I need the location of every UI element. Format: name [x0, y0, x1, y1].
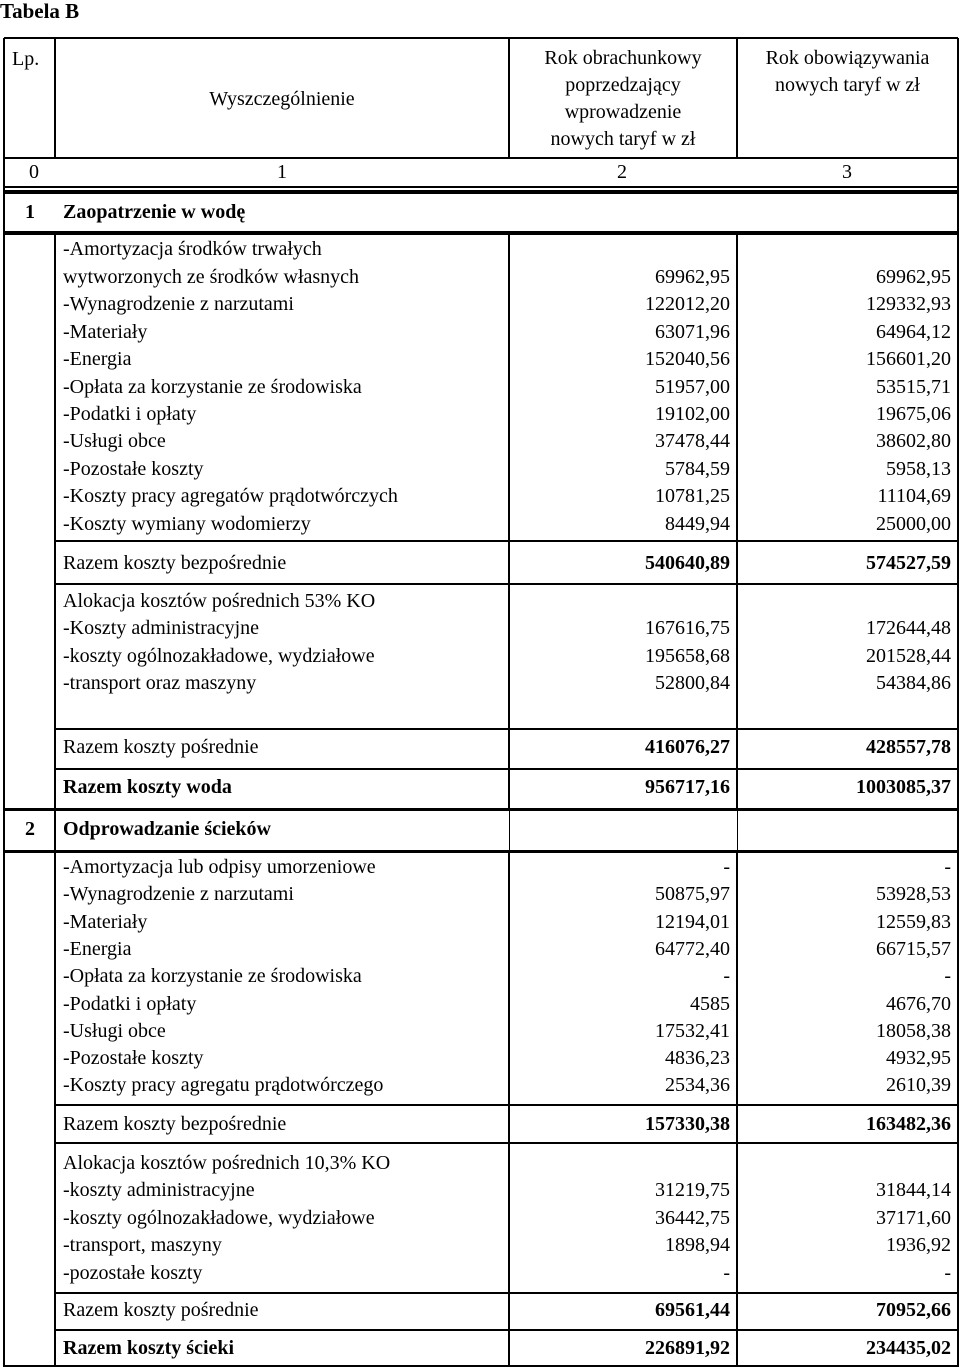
new-tariff-value: 4932,95 [886, 1047, 951, 1070]
subtotal-new: 428557,78 [866, 736, 951, 758]
cost-label: -Usługi obce [63, 1019, 166, 1042]
table-border [737, 810, 738, 851]
table-border [508, 38, 510, 158]
table-border [55, 1292, 958, 1294]
table-border [55, 728, 958, 730]
cost-label: -Wynagrodzenie z narzutami [63, 883, 294, 906]
section-1-number: 1 [25, 201, 35, 223]
previous-year-value: - [723, 856, 730, 878]
header-line: nowych taryf w zł [550, 128, 696, 150]
new-tariff-value: 38602,80 [876, 430, 951, 453]
previous-year-value: - [723, 1261, 730, 1284]
new-tariff-value: 69962,95 [876, 266, 951, 288]
cost-label: -transport oraz maszyny [63, 672, 257, 694]
table-border [55, 583, 958, 585]
previous-year-value: 167616,75 [645, 617, 730, 639]
total-previous: 956717,16 [645, 776, 730, 798]
cost-label: -Opłata za korzystanie ze środowiska [63, 375, 362, 398]
new-tariff-value: 11104,69 [877, 485, 951, 508]
new-tariff-value: 53928,53 [876, 883, 951, 906]
new-tariff-value: - [944, 856, 951, 878]
subtotal-label: Razem koszty pośrednie [63, 1299, 259, 1321]
table-border [4, 808, 958, 811]
total-previous: 226891,92 [645, 1337, 730, 1359]
cost-label: -Podatki i opłaty [63, 992, 197, 1015]
indirect-title: Alokacja kosztów pośrednich 10,3% KO [63, 1152, 391, 1174]
cost-label: -Opłata za korzystanie ze środowiska [63, 965, 362, 988]
new-tariff-value: 1936,92 [886, 1234, 951, 1256]
cost-label: -koszty administracyjne [63, 1179, 255, 1201]
header-line: nowych taryf w zł [775, 74, 920, 96]
table-border [54, 851, 56, 1366]
subtotal-previous: 416076,27 [645, 736, 730, 758]
cost-label: -Koszty pracy agregatów prądotwórczych [63, 485, 398, 508]
table-border [736, 38, 738, 158]
previous-year-value: 69962,95 [655, 266, 730, 288]
previous-year-value: 195658,68 [645, 644, 730, 667]
subtotal-label: Razem koszty pośrednie [63, 736, 259, 758]
header-new-tariff-year [737, 45, 958, 99]
new-tariff-value: - [944, 965, 951, 988]
table-border [55, 1104, 958, 1106]
new-tariff-value: 5958,13 [886, 457, 951, 480]
total-label: Razem koszty ścieki [63, 1337, 235, 1359]
previous-year-value: - [723, 965, 730, 988]
table-border [54, 233, 56, 809]
total-new: 1003085,37 [856, 776, 951, 798]
new-tariff-value: 172644,48 [866, 617, 951, 639]
table-border [55, 1142, 958, 1144]
header-description: Wyszczególnienie [209, 88, 355, 110]
cost-label: -Materiały [63, 320, 148, 343]
new-tariff-value: 66715,57 [876, 937, 951, 960]
subtotal-label: Razem koszty bezpośrednie [63, 1113, 287, 1135]
subtotal-new: 70952,66 [876, 1299, 951, 1321]
indirect-title: Alokacja kosztów pośrednich 53% KO [63, 590, 376, 612]
cost-label: -Energia [63, 348, 132, 371]
table-border [4, 850, 958, 853]
table-border [3, 38, 5, 1367]
header-number-3: 3 [842, 161, 852, 183]
header-previous-year [509, 45, 737, 153]
previous-year-value: 64772,40 [655, 937, 730, 960]
table-border [4, 1365, 958, 1367]
cost-label: -koszty ogólnozakładowe, wydziałowe [63, 644, 375, 667]
cost-label: -Materiały [63, 910, 148, 933]
new-tariff-value: 156601,20 [866, 348, 951, 371]
header-lp: Lp. [12, 48, 40, 70]
table-border [4, 37, 958, 39]
header-number-1: 1 [277, 161, 287, 183]
cost-label: wytworzonych ze środków własnych [63, 266, 360, 288]
new-tariff-value: 31844,14 [876, 1179, 951, 1201]
cost-label: -Koszty wymiany wodomierzy [63, 512, 311, 535]
new-tariff-value: 37171,60 [876, 1206, 951, 1229]
table-border [4, 190, 958, 194]
new-tariff-value: 25000,00 [876, 512, 951, 535]
header-line: Rok obrachunkowy [544, 47, 702, 69]
cost-table [4, 37, 959, 1367]
new-tariff-value: 2610,39 [886, 1074, 951, 1097]
cost-label: -Usługi obce [63, 430, 166, 453]
previous-year-value: 31219,75 [655, 1179, 730, 1201]
new-tariff-value: 129332,93 [866, 293, 951, 316]
subtotal-new: 574527,59 [866, 552, 951, 574]
previous-year-value: 10781,25 [655, 485, 730, 508]
previous-year-value: 122012,20 [645, 293, 730, 316]
header-number-0: 0 [29, 161, 39, 183]
previous-year-value: 12194,01 [655, 910, 730, 933]
section-1-title: Zaopatrzenie w wodę [63, 201, 246, 223]
table-border [4, 231, 958, 235]
header-line: Rok obowiązywania [765, 47, 930, 69]
subtotal-previous: 540640,89 [645, 552, 730, 574]
previous-year-value: 17532,41 [655, 1019, 730, 1042]
new-tariff-value: - [944, 1261, 951, 1284]
subtotal-new: 163482,36 [866, 1113, 951, 1135]
table-border [957, 38, 959, 1367]
header-number-2: 2 [617, 161, 627, 183]
previous-year-value: 8449,94 [665, 512, 730, 535]
table-border [55, 768, 958, 770]
table-title: Tabela B [0, 0, 80, 23]
table-border [4, 157, 958, 159]
previous-year-value: 63071,96 [655, 320, 730, 343]
cost-label: -Energia [63, 937, 132, 960]
previous-year-value: 152040,56 [645, 348, 730, 371]
new-tariff-value: 64964,12 [876, 320, 951, 343]
cost-label: -Koszty administracyjne [63, 617, 260, 639]
cost-label: -Pozostałe koszty [63, 1047, 204, 1070]
new-tariff-value: 54384,86 [876, 672, 951, 694]
previous-year-value: 2534,36 [665, 1074, 730, 1097]
cost-label: -transport, maszyny [63, 1234, 222, 1256]
cost-label: -Wynagrodzenie z narzutami [63, 293, 294, 316]
previous-year-value: 4836,23 [665, 1047, 730, 1070]
table-border [54, 38, 56, 158]
previous-year-value: 4585 [690, 992, 730, 1015]
previous-year-value: 36442,75 [655, 1206, 730, 1229]
subtotal-previous: 157330,38 [645, 1113, 730, 1135]
previous-year-value: 37478,44 [655, 430, 730, 453]
cost-label: -koszty ogólnozakładowe, wydziałowe [63, 1206, 375, 1229]
previous-year-value: 52800,84 [655, 672, 730, 694]
new-tariff-value: 53515,71 [876, 375, 951, 398]
cost-label: -Amortyzacja środków trwałych [63, 238, 322, 260]
new-tariff-value: 201528,44 [866, 644, 951, 667]
cost-label: -Podatki i opłaty [63, 403, 197, 425]
subtotal-label: Razem koszty bezpośrednie [63, 552, 287, 574]
table-border [55, 1329, 958, 1331]
table-border [55, 540, 958, 542]
section-2-number: 2 [25, 818, 35, 840]
previous-year-value: 51957,00 [655, 375, 730, 398]
header-line: wprowadzenie [564, 101, 682, 123]
total-label: Razem koszty woda [63, 776, 232, 798]
new-tariff-value: 19675,06 [876, 403, 951, 425]
cost-label: -pozostałe koszty [63, 1261, 203, 1284]
new-tariff-value: 18058,38 [876, 1019, 951, 1042]
header-line: poprzedzający [565, 74, 681, 96]
table-border [4, 186, 958, 188]
previous-year-value: 1898,94 [665, 1234, 730, 1256]
subtotal-previous: 69561,44 [655, 1299, 730, 1321]
cost-label: -Pozostałe koszty [63, 457, 204, 480]
new-tariff-value: 12559,83 [876, 910, 951, 933]
previous-year-value: 5784,59 [665, 457, 730, 480]
section-2-title: Odprowadzanie ścieków [63, 818, 271, 840]
cost-label: -Koszty pracy agregatu prądotwórczego [63, 1074, 384, 1097]
table-border [509, 810, 510, 851]
total-new: 234435,02 [866, 1337, 951, 1359]
new-tariff-value: 4676,70 [886, 992, 951, 1015]
cost-label: -Amortyzacja lub odpisy umorzeniowe [63, 856, 376, 878]
previous-year-value: 19102,00 [655, 403, 730, 425]
previous-year-value: 50875,97 [655, 883, 730, 906]
